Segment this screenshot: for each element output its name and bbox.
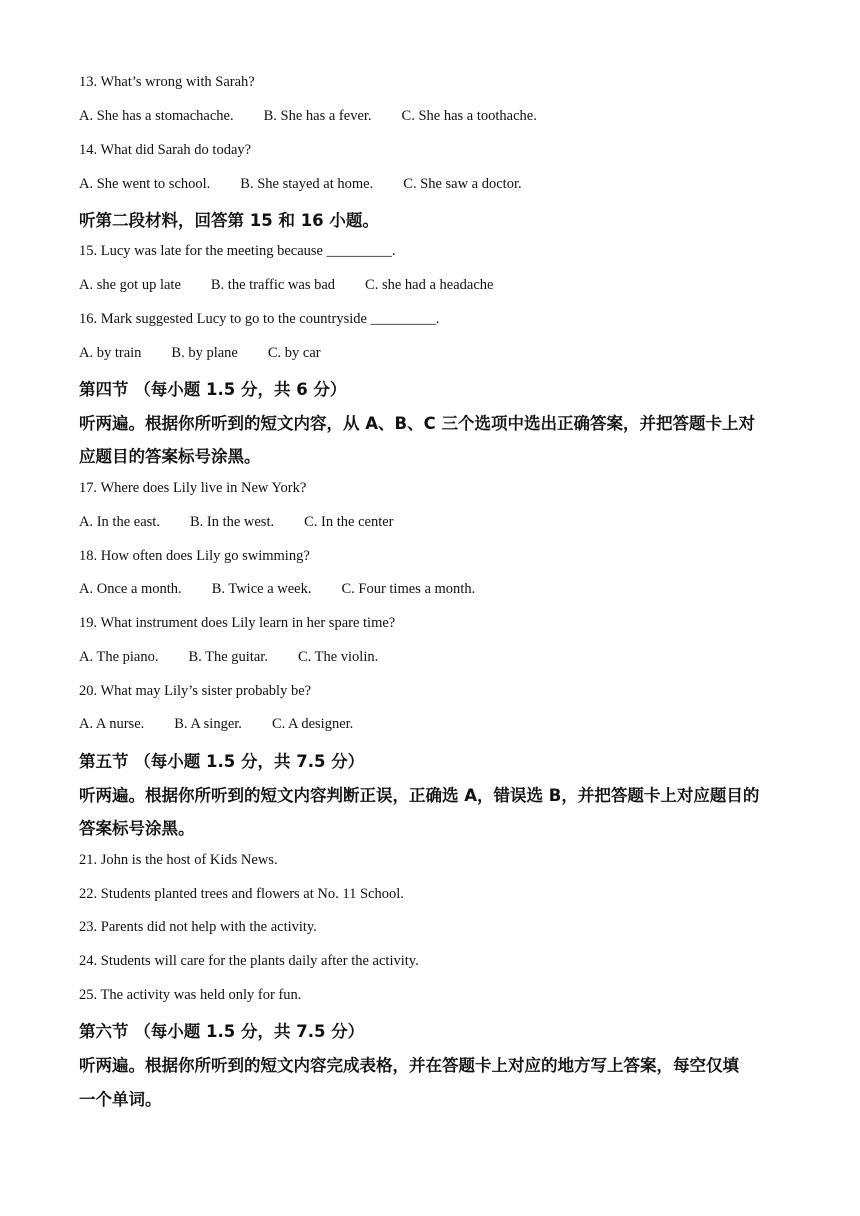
question-text: 14. What did Sarah do today? (79, 142, 252, 158)
answer-options (79, 649, 378, 666)
answer-options (79, 277, 493, 294)
question-text: 13. What’s wrong with Sarah? (79, 74, 255, 90)
answer-option: C. by car (267, 345, 321, 361)
section-heading: 一个单词。 (79, 1090, 162, 1109)
question-text: 19. What instrument does Lily learn in her spare time? (79, 615, 396, 631)
answer-option: B. She has a fever. (263, 108, 372, 124)
question-text: 18. How often does Lily go swimming? (79, 548, 310, 564)
answer-option: A. by train (79, 345, 142, 361)
answer-option: A. she got up late (79, 277, 181, 293)
answer-option: B. A singer. (174, 716, 242, 732)
answer-option: A. Once a month. (79, 581, 182, 597)
answer-options (79, 108, 537, 125)
question-text: 23. Parents did not help with the activity. (79, 919, 317, 935)
question-text: 17. Where does Lily live in New York? (79, 480, 307, 496)
question-text: 15. Lucy was late for the meeting because _________. (79, 243, 396, 259)
answer-option: A. The piano. (79, 649, 159, 665)
answer-option: A. In the east. (79, 514, 160, 530)
section-heading: 第四节 （每小题 1.5 分，共 6 分） (79, 380, 347, 399)
answer-options (79, 716, 353, 733)
section-heading: 听两遍。根据你所听到的短文内容判断正误，正确选 A，错误选 B，并把答题卡上对应题目的 (79, 786, 760, 805)
section-heading: 应题目的答案标号涂黑。 (79, 447, 261, 466)
section-heading: 听第二段材料，回答第 15 和 16 小题。 (79, 211, 379, 230)
answer-option: B. Twice a week. (211, 581, 312, 597)
answer-options (79, 176, 522, 193)
section-heading: 答案标号涂黑。 (79, 819, 195, 838)
answer-option: A. She has a stomachache. (79, 108, 234, 124)
section-heading: 听两遍。根据你所听到的短文内容，从 A、B、C 三个选项中选出正确答案，并把答题卡上对 (79, 414, 755, 433)
answer-option: B. the traffic was bad (210, 277, 336, 293)
answer-option: B. by plane (171, 345, 238, 361)
answer-option: C. She has a toothache. (401, 108, 537, 124)
answer-option: B. She stayed at home. (240, 176, 374, 192)
question-text: 24. Students will care for the plants daily after the activity. (79, 953, 419, 969)
answer-option: C. Four times a month. (341, 581, 476, 597)
question-text: 25. The activity was held only for fun. (79, 987, 302, 1003)
question-text: 22. Students planted trees and flowers at No. 11 School. (79, 886, 404, 902)
section-heading: 听两遍。根据你所听到的短文内容完成表格，并在答题卡上对应的地方写上答案，每空仅填 (79, 1056, 739, 1075)
answer-options (79, 514, 394, 531)
answer-option: C. she had a headache (365, 277, 494, 293)
answer-option: B. In the west. (189, 514, 275, 530)
answer-option: C. A designer. (271, 716, 354, 732)
section-heading: 第六节 （每小题 1.5 分，共 7.5 分） (79, 1022, 365, 1041)
question-text: 21. John is the host of Kids News. (79, 852, 278, 868)
answer-option: A. She went to school. (79, 176, 211, 192)
answer-option: B. The guitar. (188, 649, 268, 665)
section-heading: 第五节 （每小题 1.5 分，共 7.5 分） (79, 752, 365, 771)
answer-option: A. A nurse. (79, 716, 145, 732)
answer-options (79, 581, 475, 598)
answer-options (79, 345, 321, 362)
question-text: 16. Mark suggested Lucy to go to the countryside _________. (79, 311, 440, 327)
answer-option: C. She saw a doctor. (403, 176, 522, 192)
question-text: 20. What may Lily’s sister probably be? (79, 683, 312, 699)
answer-option: C. The violin. (297, 649, 379, 665)
answer-option: C. In the center (304, 514, 394, 530)
